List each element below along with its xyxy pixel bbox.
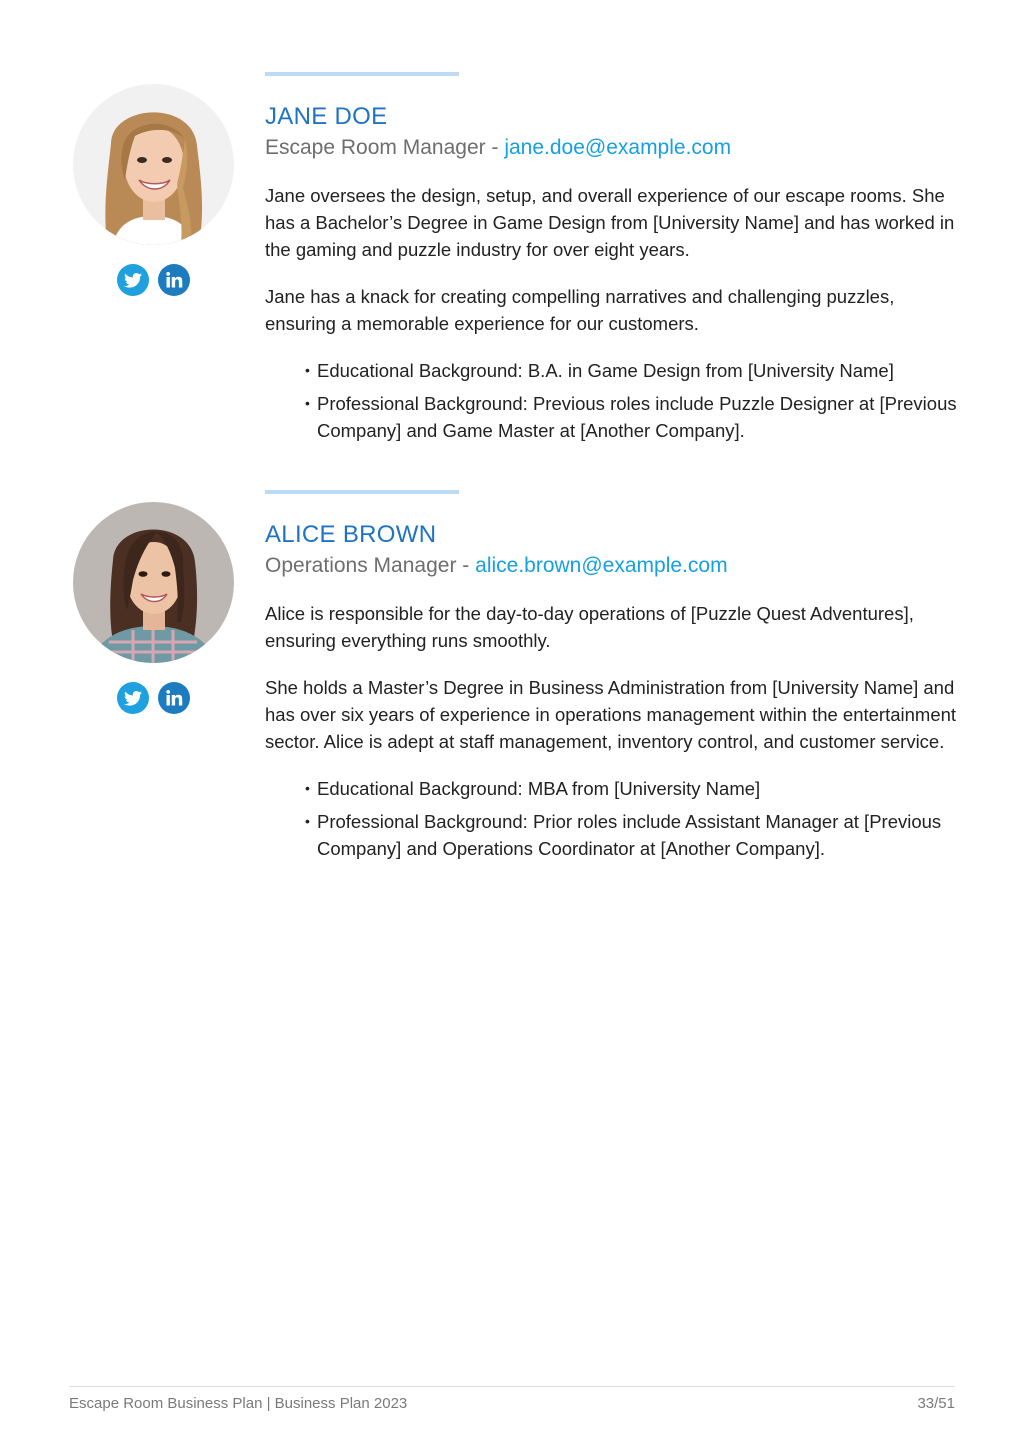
twitter-icon[interactable] (117, 682, 149, 714)
profile-sidebar (73, 84, 234, 296)
member-name: ALICE BROWN (265, 521, 437, 548)
member-role: Escape Room Manager (265, 136, 486, 159)
background-list (265, 775, 965, 862)
linkedin-icon[interactable] (158, 682, 190, 714)
linkedin-icon[interactable] (158, 264, 190, 296)
background-list (265, 357, 965, 444)
member-name: JANE DOE (265, 103, 388, 130)
accent-bar (265, 490, 459, 494)
profile-content (265, 72, 965, 450)
social-links (73, 264, 234, 296)
email-link[interactable]: alice.brown@example.com (475, 554, 728, 577)
page-number: 33/51 (917, 1395, 955, 1412)
accent-bar (265, 72, 459, 76)
profile-content (265, 490, 965, 868)
footer-divider (69, 1386, 955, 1387)
bio-paragraph: She holds a Master’s Degree in Business Administration from [University Name] and has over six years of experience in operations management within the entertainment sector. Alice is adept at staff management, inventory control, and customer service. (265, 677, 957, 752)
list-item: • Professional Background: Prior roles include Assistant Manager at [Previous Company] and Operations Coordinator at [Another Company]. (305, 808, 965, 862)
role-separator: - (491, 136, 499, 159)
list-item: • Professional Background: Previous roles include Puzzle Designer at [Previous Company] and Game Master at [Another Company]. (305, 390, 965, 444)
avatar (73, 502, 234, 663)
twitter-icon[interactable] (117, 264, 149, 296)
role-line (265, 134, 965, 162)
profile-sidebar (73, 502, 234, 714)
email-link[interactable]: jane.doe@example.com (504, 136, 732, 159)
bio-paragraph: Alice is responsible for the day-to-day operations of [Puzzle Quest Adventures], ensuring everything runs smoothly. (265, 603, 914, 651)
role-separator: - (462, 554, 470, 577)
bio-paragraph: Jane has a knack for creating compelling narratives and challenging puzzles, ensuring a memorable experience for our customers. (265, 286, 895, 334)
avatar (73, 84, 234, 245)
social-links (73, 682, 234, 714)
member-role: Operations Manager (265, 554, 457, 577)
bio-paragraph: Jane oversees the design, setup, and overall experience of our escape rooms. She has a Bachelor’s Degree in Game Design from [University Name] and has worked in the gaming and puzzle industry for over eight years. (265, 185, 955, 260)
list-item: • Educational Background: B.A. in Game Design from [University Name] (305, 357, 965, 384)
role-line (265, 552, 965, 580)
footer-document-title: Escape Room Business Plan | Business Plan 2023 (69, 1395, 408, 1412)
list-item: • Educational Background: MBA from [University Name] (305, 775, 965, 802)
